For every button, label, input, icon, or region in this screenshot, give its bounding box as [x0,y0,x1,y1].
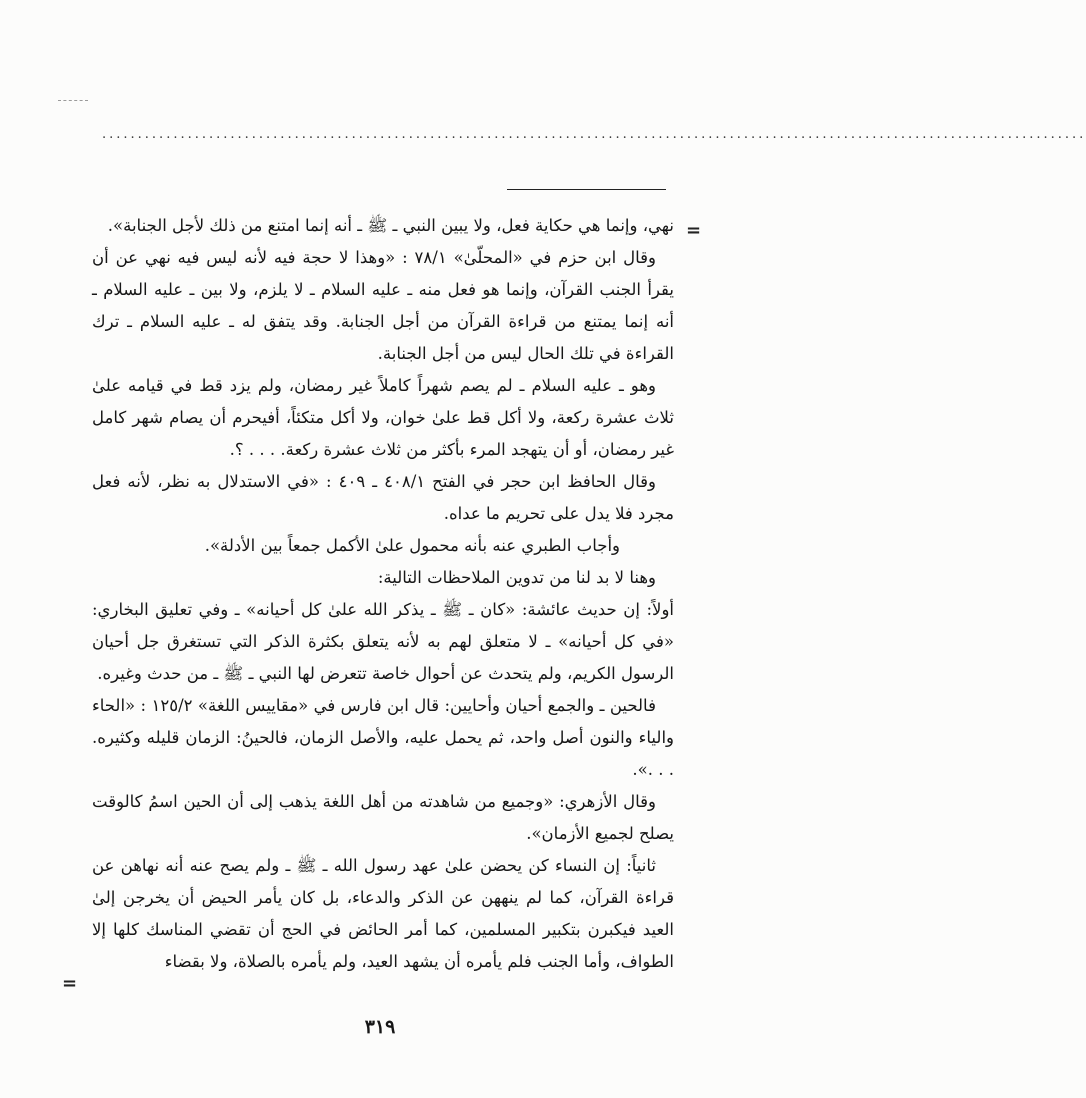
paragraph-7: أولاً: إن حديث عائشة: «كان ـ ﷺ ـ يذكر الله علىٰ كل أحيانه» ـ وفي تعليق البخاري: «في كل أحيانه» ـ لا متعلق لهم به لأنه يتعلق بكثرة الذكر التي تستغرق جل أحيان الرسول الكريم، ولم يتحدث عن أحوال خاصة تتعرض لها النبي ـ ﷺ ـ من حدث وغيره. [92,600,674,683]
paragraph-4: وقال الحافظ ابن حجر في الفتح ٤٠٨/١ ـ ٤٠٩ : «في الاستدلال به نظر، لأنه فعل مجرد فلا يدل على تحريم ما عداه. [92,472,674,523]
paragraph-1: نهي، وإنما هي حكاية فعل، ولا يبين النبي ـ ﷺ ـ أنه إنما امتنع من ذلك لأجل الجنابة». [107,216,674,235]
paragraph-6: وهنا لا بد لنا من تدوين الملاحظات التالية: [377,568,656,587]
paragraph-9: وقال الأزهري: «وجميع من شاهدته من أهل اللغة يذهب إلى أن الحين اسمُ كالوقت يصلح لجميع الأزمان». [92,792,674,843]
paragraph-5: وأجاب الطبري عنه بأنه محمول علىٰ الأكمل جمعاً بين الأدلة». [204,536,620,555]
paragraph-10: ثانياً: إن النساء كن يحضن علىٰ عهد رسول الله ـ ﷺ ـ ولم يصح عنه أنه نهاهن عن قراءة القرآن، كما لم ينههن عن الذكر والدعاء، بل كان يأمر الحيض أن يخرجن إلىٰ العيد فيكبرن بتكبير المسلمين، كما أمر الحائض في الحج أن تقضي المناسك كلها إلا الطواف، وأما الجنب فلم يأمره أن يشهد العيد، ولم يأمره بالصلاة، ولا بقضاء [92,856,674,971]
paragraph-8: فالحين ـ والجمع أحيان وأحايين: قال ابن فارس في «مقاييس اللغة» ١٢٥/٢ : «الحاء والياء والنون أصل واحد، ثم يحمل عليه، والأصل الزمان، فالحينُ: الزمان قليله وكثيره. . . .». [92,696,674,779]
page-number: ٣١٩ [364,1016,396,1038]
continuation-mark-top: = [686,220,702,241]
corner-dash-mark [58,100,88,101]
paragraph-3: وهو ـ عليه السلام ـ لم يصم شهراً كاملاً غير رمضان، ولم يزد قط في قيامه علىٰ ثلاث عشرة ركعة، ولا أكل قط علىٰ خوان، ولا أكل متكئاً، أفيحرم أن يصام شهر كامل غير رمضان، أو أن يتهجد المرء بأكثر من ثلاث عشرة ركعة. . . . ؟. [92,376,674,459]
dotted-separator: .......................................................................................................................................... [102,127,1086,142]
continuation-mark-bottom: = [62,973,78,994]
footnote-rule [507,189,666,190]
footnote-text [92,210,674,1010]
paragraph-2: وقال ابن حزم في «المحلّىٰ» ٧٨/١ : «وهذا لا حجة فيه لأنه ليس فيه نهي عن أن يقرأ الجنب القرآن، وإنما هو فعل منه ـ عليه السلام ـ لا يلزم، ولا بين ـ عليه السلام ـ أنه إنما يمتنع من قراءة القرآن من أجل الجنابة. وقد يتفق له ـ عليه السلام ـ ترك القراءة في تلك الحال ليس من أجل الجنابة. [92,248,674,363]
